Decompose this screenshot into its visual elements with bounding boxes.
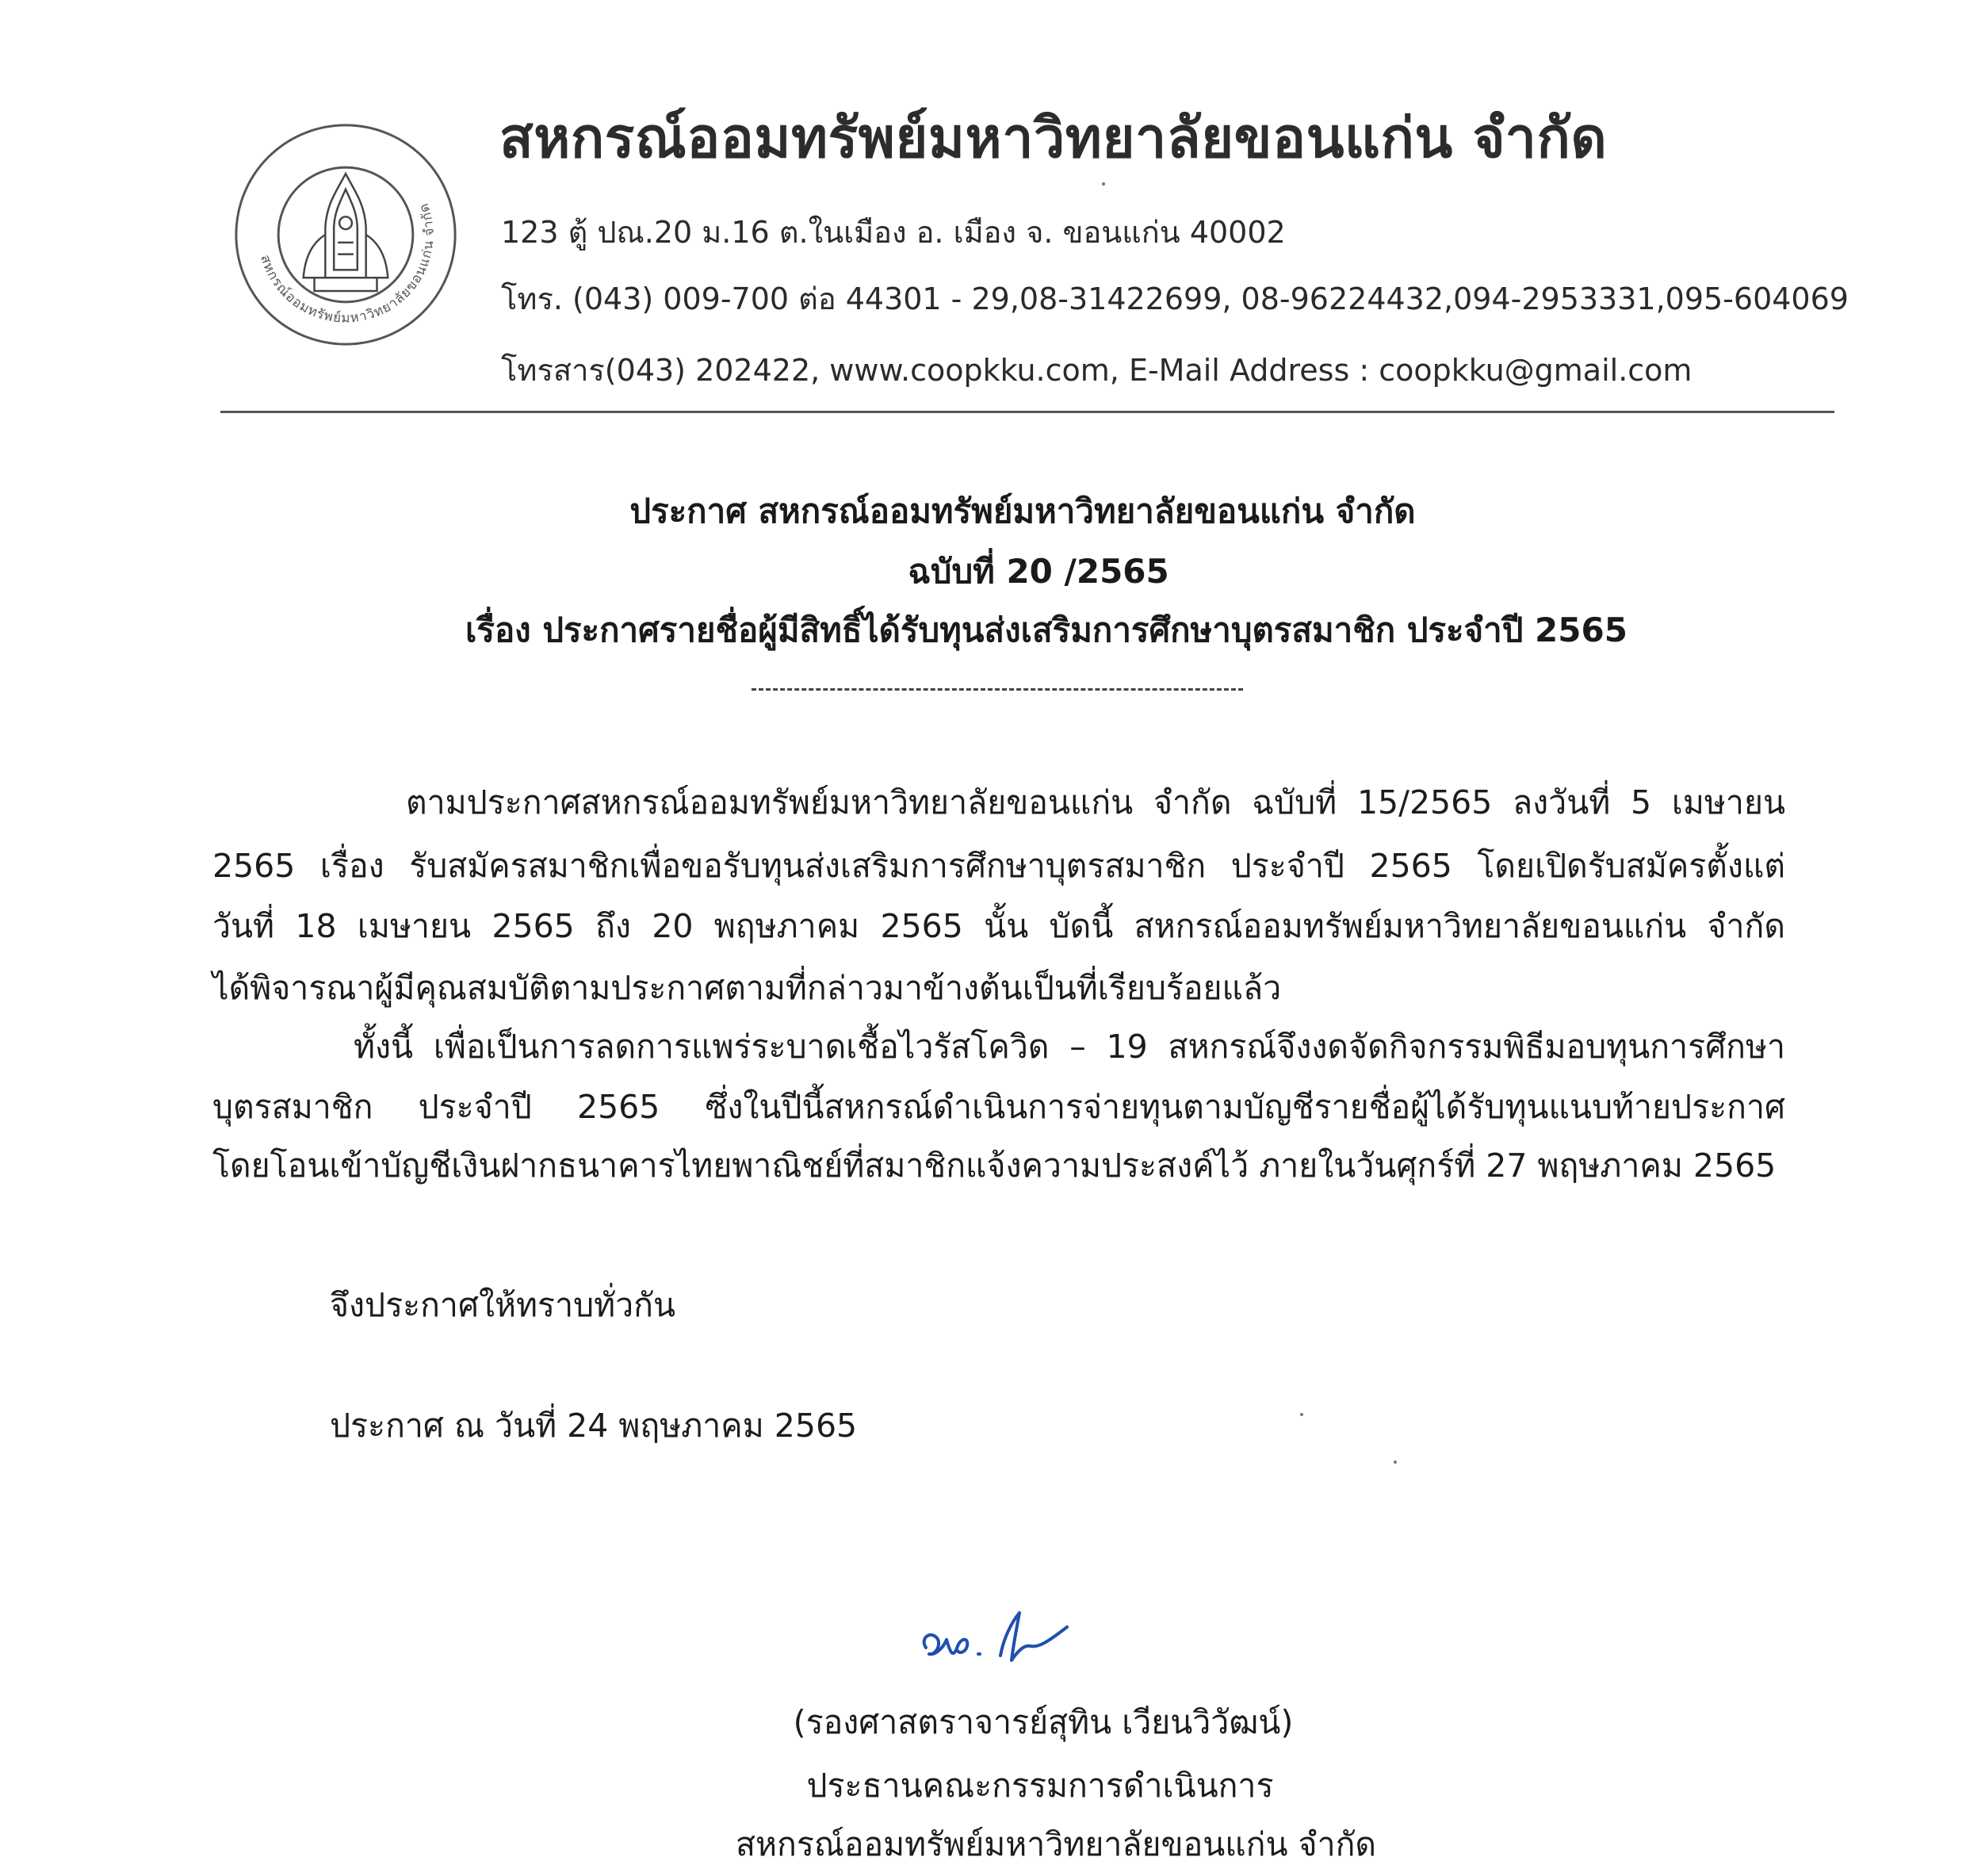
body-paragraph-1-line-2: 2565 เรื่อง รับสมัครสมาชิกเพื่อขอรับทุนส่งเสริมการศึกษาบุตรสมาชิก ประจำปี 2565 โดยเปิดรับสมัครตั้งแต่ xyxy=(212,847,1785,885)
phone-line: โทร. (043) 009-700 ต่อ 44301 - 29,08-31422699, 08-96224432,094-2953331,095-604069 xyxy=(501,281,1849,316)
announcement-date: ประกาศ ณ วันที่ 24 พฤษภาคม 2565 xyxy=(330,1407,858,1445)
scan-speck xyxy=(1102,182,1105,186)
body-paragraph-2-line-2: บุตรสมาชิก ประจำปี 2565 ซึ่งในปีนี้สหกรณ์ดำเนินการจ่ายทุนตามบัญชีรายชื่อผู้ได้รับทุนแนบท้ายประกาศ xyxy=(212,1088,1785,1126)
title-divider xyxy=(752,688,1243,691)
body-paragraph-1-line-4: ได้พิจารณาผู้มีคุณสมบัติตามประกาศตามที่กล่าวมาข้างต้นเป็นที่เรียบร้อยแล้ว xyxy=(212,969,1282,1007)
announcement-number: ฉบับที่ 20 /2565 xyxy=(908,552,1169,591)
cooperative-seal-logo xyxy=(228,117,463,352)
address-line: 123 ตู้ ปณ.20 ม.16 ต.ในเมือง อ. เมือง จ. ขอนแก่น 40002 xyxy=(501,215,1286,250)
body-paragraph-1-line-3: วันที่ 18 เมษายน 2565 ถึง 20 พฤษภาคม 2565 นั้น บัดนี้ สหกรณ์ออมทรัพย์มหาวิทยาลัยขอนแก่น จำกัด xyxy=(212,907,1785,945)
body-paragraph-1-line-1: ตามประกาศสหกรณ์ออมทรัพย์มหาวิทยาลัยขอนแก่น จำกัด ฉบับที่ 15/2565 ลงวันที่ 5 เมษายน xyxy=(406,783,1785,821)
svg-text:สหกรณ์ออมทรัพย์มหาวิทยาลัยขอนแ: สหกรณ์ออมทรัพย์มหาวิทยาลัยขอนแก่น จำกัด xyxy=(258,201,437,326)
letterhead-divider xyxy=(220,411,1834,413)
announcement-subject: เรื่อง ประกาศรายชื่อผู้มีสิทธิ์ได้รับทุนส่งเสริมการศึกษาบุตรสมาชิก ประจำปี 2565 xyxy=(465,611,1627,649)
scan-speck xyxy=(1394,1461,1397,1464)
body-paragraph-2-line-3: โดยโอนเข้าบัญชีเงินฝากธนาคารไทยพาณิชย์ที่สมาชิกแจ้งความประสงค์ไว้ ภายในวันศุกร์ที่ 27 พฤษภาคม 2565 xyxy=(212,1147,1777,1185)
announcement-heading: ประกาศ สหกรณ์ออมทรัพย์มหาวิทยาลัยขอนแก่น จำกัด xyxy=(629,492,1416,530)
organization-name: สหกรณ์ออมทรัพย์มหาวิทยาลัยขอนแก่น จำกัด xyxy=(499,105,1608,170)
signatory-organization: สหกรณ์ออมทรัพย์มหาวิทยาลัยขอนแก่น จำกัด xyxy=(735,1825,1377,1863)
closing-statement: จึงประกาศให้ทราบทั่วกัน xyxy=(330,1286,676,1324)
body-paragraph-2-line-1: ทั้งนี้ เพื่อเป็นการลดการแพร่ระบาดเชื้อไวรัสโควิด – 19 สหกรณ์จึงงดจัดกิจกรรมพิธีมอบทุนการศึกษา xyxy=(354,1028,1785,1066)
fax-web-email-line: โทรสาร(043) 202422, www.coopkku.com, E-Mail Address : coopkku@gmail.com xyxy=(501,353,1693,388)
scan-speck xyxy=(1300,1413,1303,1416)
signatory-name: (รองศาสตราจารย์สุทิน เวียนวิวัฒน์) xyxy=(793,1703,1294,1741)
handwritten-signature xyxy=(912,1598,1094,1686)
signatory-position: ประธานคณะกรรมการดำเนินการ xyxy=(806,1767,1274,1805)
